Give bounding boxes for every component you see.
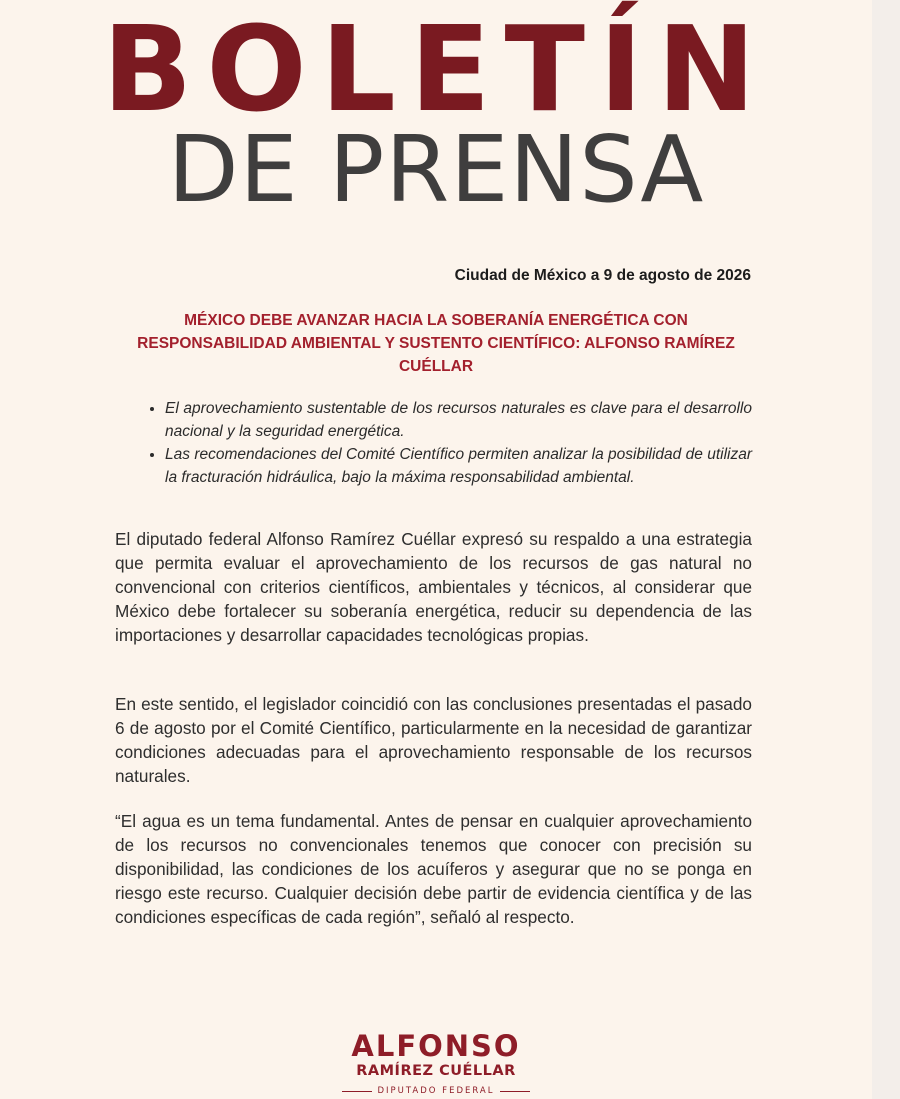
logo-role-wrapper <box>338 1085 535 1097</box>
signature-logo <box>0 1030 872 1098</box>
logo-name: ALFONSO <box>351 1029 521 1063</box>
summary-bullets <box>115 397 752 489</box>
body-paragraph: El diputado federal Alfonso Ramírez Cuéllar expresó su respaldo a una estrategia que permita evaluar el aprovechamiento de los recursos de gas natural no convencional con criterios científicos, ambientales y técnicos, al considerar que México debe fortalecer su soberanía energética, reducir su dependencia de las importaciones y desarrollar capacidades tecnológicas propias. <box>115 529 752 645</box>
body-paragraph: En este sentido, el legislador coincidió con las conclusiones presentadas el pasado 6 de agosto por el Comité Científico, particularmente en la necesidad de garantizar condiciones adecuadas para el aprovechamiento responsable de los recursos naturales. <box>115 694 752 786</box>
dateline: Ciudad de México a 9 de agosto de 2026 <box>454 267 751 284</box>
title-de-prensa: DE PRENSA <box>167 116 705 223</box>
bullet-item: • El aprovechamiento sustentable de los recursos naturales es clave para el desarrollo nacional y la seguridad energética. <box>165 397 752 443</box>
body-paragraph: “El agua es un tema fundamental. Antes de pensar en cualquier aprovechamiento de los recursos no convencionales tenemos que conocer con precisión su disponibilidad, las condiciones de los acuíferos y asegurar que no se ponga en riesgo este recurso. Cualquier decisión debe partir de evidencia científica y de las condiciones específicas de cada región”, señaló al respecto. <box>115 811 752 927</box>
bullet-item: • Las recomendaciones del Comité Científico permiten analizar la posibilidad de utilizar la fracturación hidráulica, bajo la máxima responsabilidad ambiental. <box>165 443 752 489</box>
logo-role: DIPUTADO FEDERAL <box>377 1086 495 1096</box>
logo-surname: RAMÍREZ CUÉLLAR <box>356 1063 516 1079</box>
headline: MÉXICO DEBE AVANZAR HACIA LA SOBERANÍA ENERGÉTICA CON RESPONSABILIDAD AMBIENTAL Y SUSTENTO CIENTÍFICO: ALFONSO RAMÍREZ CUÉLLAR <box>137 312 735 375</box>
page-edge <box>872 0 900 1099</box>
title-boletin: BOLETÍN <box>102 0 770 138</box>
logo-rule-right <box>500 1091 530 1092</box>
logo-rule-left <box>342 1091 372 1092</box>
